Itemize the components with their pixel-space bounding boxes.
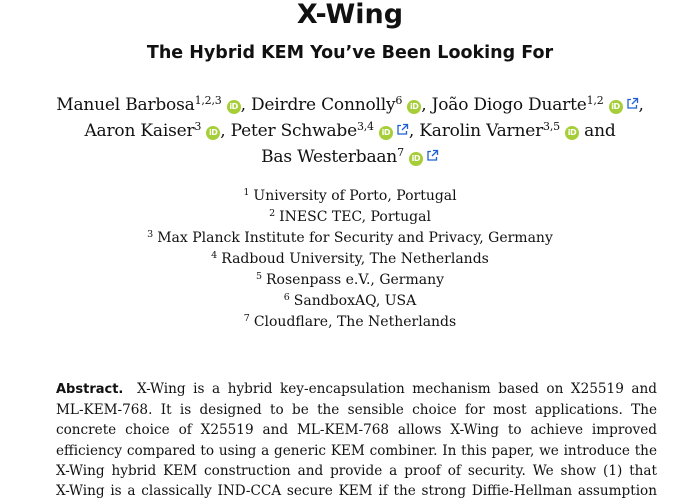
affiliation-number: 5 [255, 271, 262, 282]
affiliation-number: 6 [283, 292, 290, 303]
affiliation-text: SandboxAQ, USA [293, 293, 417, 309]
orcid-icon[interactable]: iD [206, 126, 220, 140]
affiliation-text: Max Planck Institute for Security and Privacy, Germany [157, 230, 553, 246]
author-affiliation-marks: 3 [194, 120, 202, 133]
affiliation-item [0, 291, 700, 312]
affiliation-item [0, 228, 700, 249]
author-affiliation-marks: 1,2 [586, 94, 604, 107]
orcid-icon[interactable]: iD [565, 126, 579, 140]
affiliation-list [0, 186, 700, 333]
external-link-icon[interactable] [626, 97, 639, 110]
author-name: Manuel Barbosa [56, 95, 195, 115]
author-affiliation-marks: 3,4 [356, 120, 374, 133]
author-list [0, 92, 700, 170]
affiliation-number: 2 [269, 208, 276, 219]
affiliation-text: Cloudflare, The Netherlands [253, 314, 457, 330]
affiliation-item [0, 207, 700, 228]
author-conjunction: and [584, 121, 616, 141]
external-link-icon[interactable] [426, 149, 439, 162]
affiliation-text: University of Porto, Portugal [253, 188, 457, 204]
author-name: Bas Westerbaan [261, 147, 398, 167]
orcid-icon[interactable]: iD [409, 152, 423, 166]
affiliation-text: Rosenpass e.V., Germany [266, 272, 445, 288]
orcid-icon[interactable]: iD [407, 100, 421, 114]
abstract-line: concrete choice of X25519 and ML-KEM-768 allows X-Wing to achieve improved [56, 422, 657, 439]
author-name: Aaron Kaiser [84, 121, 195, 141]
affiliation-item [0, 312, 700, 333]
abstract-label: Abstract. [56, 382, 124, 397]
abstract-line: efficiency compared to using a generic KEM combiner. In this paper, we introduce the [56, 442, 657, 459]
affiliation-item [0, 249, 700, 270]
affiliation-number: 4 [211, 250, 218, 261]
orcid-icon[interactable]: iD [379, 126, 393, 140]
affiliation-number: 7 [243, 313, 250, 324]
abstract [56, 379, 657, 501]
affiliation-number: 1 [243, 187, 250, 198]
author-name: Karolin Varner [419, 121, 544, 141]
external-link-icon[interactable] [396, 123, 409, 136]
author-name: Peter Schwabe [230, 121, 357, 141]
author-affiliation-marks: 1,2,3 [194, 94, 222, 107]
author-line-2: Aaron Kaiser$^3$ iD , Peter Schwabe$^{3,4}$ iD , Karolin Varner$^{3,5}$ iD and [84, 120, 616, 141]
paper-subtitle: The Hybrid KEM You’ve Been Looking For [146, 43, 554, 63]
paper-title: X-Wing [296, 0, 404, 30]
affiliation-number: 3 [147, 229, 154, 240]
orcid-icon[interactable]: iD [609, 100, 623, 114]
affiliation-item [0, 270, 700, 291]
author-line-1: Manuel Barbosa$^{1,2,3}$ iD , Deirdre Connolly$^6$ iD , João Diogo Duarte$^{1,2}$ iD , [56, 94, 644, 115]
abstract-text: X-Wing is a hybrid key-encapsulation mechanism based on X25519 and [136, 381, 657, 397]
abstract-line: X-Wing hybrid KEM construction and provide a proof of security. We show (1) that [56, 462, 657, 479]
author-affiliation-marks: 3,5 [543, 120, 560, 133]
affiliation-text: Radboud University, The Netherlands [221, 251, 489, 267]
affiliation-text: INESC TEC, Portugal [279, 209, 431, 225]
author-name: João Diogo Duarte [431, 95, 587, 115]
abstract-line: X-Wing is a classically IND-CCA secure KEM if the strong Diffie-Hellman assumption [56, 483, 657, 500]
author-name: Deirdre Connolly [250, 95, 396, 115]
abstract-line: ML-KEM-768. It is designed to be the sensible choice for most applications. The [56, 402, 657, 419]
abstract-line [56, 379, 657, 400]
author-affiliation-marks: 7 [397, 146, 404, 159]
author-affiliation-marks: 6 [395, 94, 403, 107]
author-line-3 [0, 144, 700, 170]
orcid-icon[interactable]: iD [227, 100, 241, 114]
affiliation-item [0, 186, 700, 207]
